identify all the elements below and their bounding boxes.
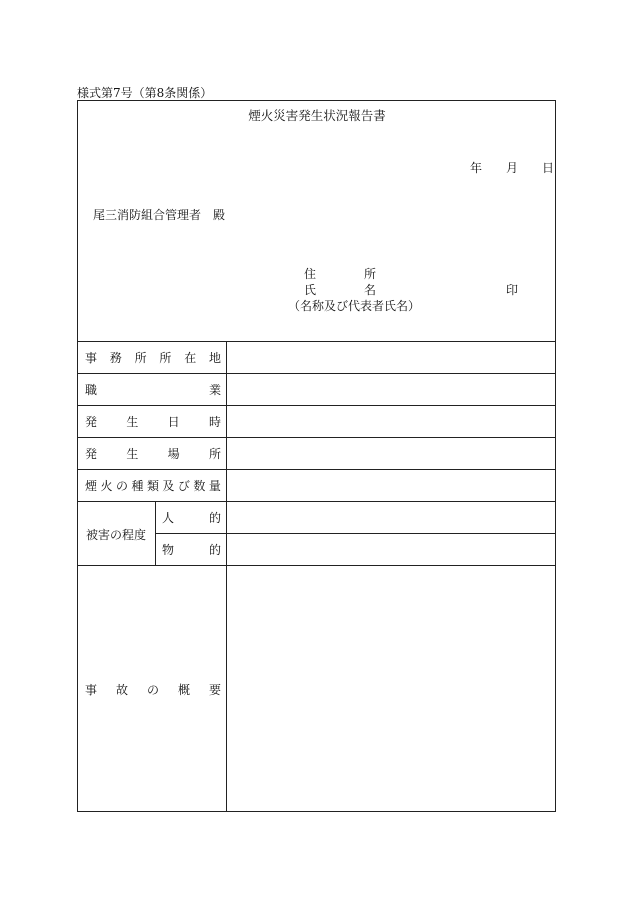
damage-extent-label: 被害の程度 bbox=[86, 528, 147, 542]
damage-human-label: 人 的 bbox=[162, 511, 221, 525]
report-form-frame bbox=[77, 100, 556, 812]
occupation-field[interactable] bbox=[227, 374, 555, 405]
accident-summary-field[interactable] bbox=[227, 566, 555, 811]
damage-human-field[interactable] bbox=[227, 502, 555, 533]
place-label: 発 生 場 所 bbox=[85, 447, 221, 461]
form-number-label: 様式第7号（第8条関係） bbox=[77, 86, 213, 100]
accident-summary-label: 事 故 の 概 要 bbox=[85, 683, 221, 697]
place-field[interactable] bbox=[227, 438, 555, 469]
date-month-label: 月 bbox=[506, 161, 519, 175]
damage-property-label: 物 的 bbox=[162, 543, 221, 557]
fireworks-type-quantity-field[interactable] bbox=[227, 470, 555, 501]
date-year-label: 年 bbox=[470, 161, 483, 175]
date-day-label: 日 bbox=[542, 161, 555, 175]
datetime-field[interactable] bbox=[227, 406, 555, 437]
seal-label: 印 bbox=[506, 283, 519, 297]
name-label: 氏 名 bbox=[304, 283, 376, 297]
office-location-label: 事 務 所 所 在 地 bbox=[85, 351, 221, 365]
address-label: 住 所 bbox=[304, 267, 376, 281]
addressee: 尾三消防組合管理者 殿 bbox=[93, 208, 226, 222]
fireworks-type-quantity-label: 煙 火 の 種 類 及 び 数 量 bbox=[85, 479, 221, 493]
datetime-label: 発 生 日 時 bbox=[85, 415, 221, 429]
report-title: 煙火災害発生状況報告書 bbox=[248, 108, 386, 123]
damage-property-field[interactable] bbox=[227, 534, 555, 565]
occupation-label: 職 業 bbox=[85, 383, 221, 397]
representative-note: （名称及び代表者氏名） bbox=[288, 299, 421, 313]
damage-column-divider bbox=[155, 501, 156, 565]
office-location-field[interactable] bbox=[227, 342, 555, 373]
